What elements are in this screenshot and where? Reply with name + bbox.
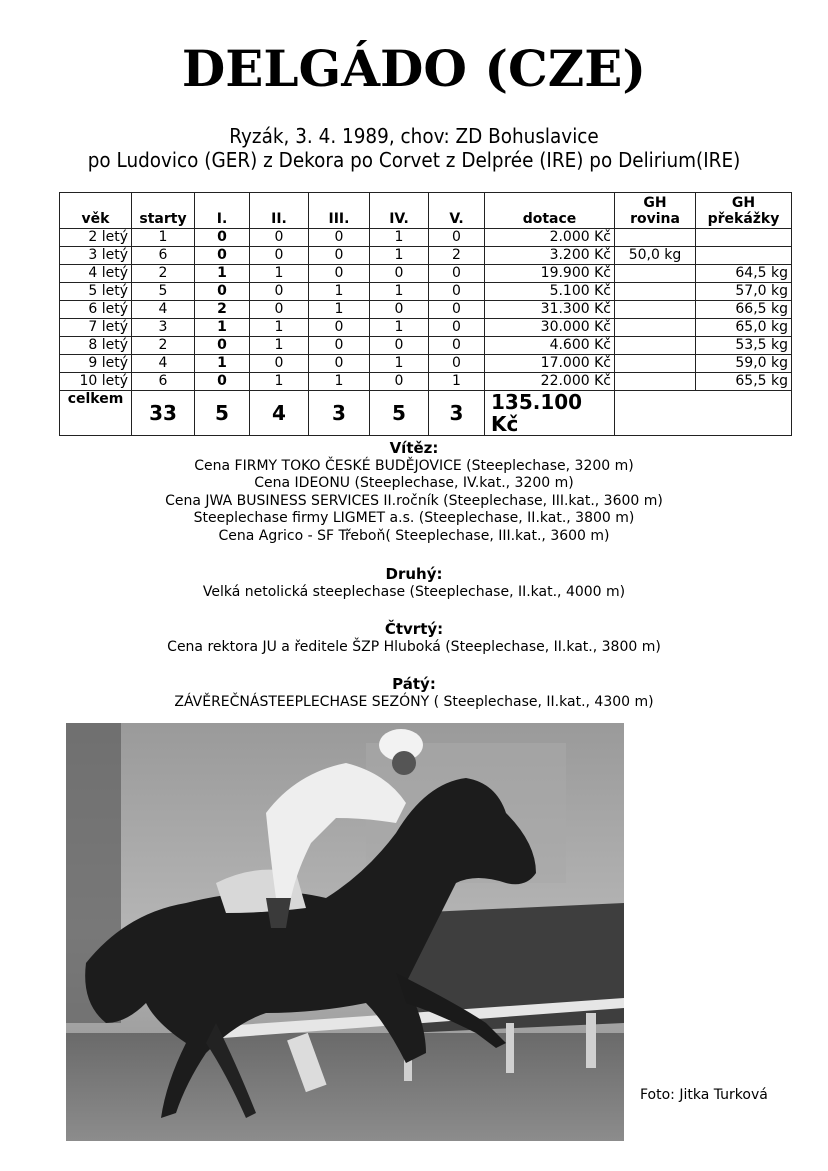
row-first: 1: [195, 265, 250, 283]
header-first: I.: [195, 193, 250, 229]
header-gh-jump-line2: překážky: [707, 211, 780, 227]
table-row: [60, 337, 792, 355]
row-second: 1: [250, 319, 309, 337]
row-fifth: 0: [429, 319, 485, 337]
fence-post: [586, 1013, 596, 1068]
table-row: [60, 301, 792, 319]
row-age: 5 letý: [60, 283, 132, 301]
row-gh-jump: 65,5 kg: [696, 373, 792, 391]
row-first: 1: [195, 355, 250, 373]
row-third: 0: [309, 355, 370, 373]
race-statistics-table: [59, 192, 792, 436]
row-prize: 5.100 Kč: [485, 283, 615, 301]
row-second: 0: [250, 355, 309, 373]
header-fourth: IV.: [370, 193, 429, 229]
row-fifth: 0: [429, 301, 485, 319]
row-first: 0: [195, 247, 250, 265]
total-prize: 135.100 Kč: [485, 391, 615, 436]
ground: [66, 1033, 624, 1141]
section-fourth-heading: Čtvrtý:: [384, 620, 444, 638]
row-starts: 6: [132, 373, 195, 391]
section-fifth-heading: Pátý:: [392, 675, 436, 693]
row-starts: 1: [132, 229, 195, 247]
row-prize: 19.900 Kč: [485, 265, 615, 283]
row-age: 3 letý: [60, 247, 132, 265]
row-third: 1: [309, 373, 370, 391]
row-prize: 17.000 Kč: [485, 355, 615, 373]
row-starts: 2: [132, 265, 195, 283]
table-row: [60, 373, 792, 391]
section-winner-heading: Vítěz:: [389, 439, 439, 457]
row-third: 0: [309, 247, 370, 265]
header-gh-flat-line2: rovina: [630, 211, 680, 227]
row-prize: 3.200 Kč: [485, 247, 615, 265]
row-third: 0: [309, 229, 370, 247]
header-second: II.: [250, 193, 309, 229]
row-age: 4 letý: [60, 265, 132, 283]
header-gh-flat-line1: GH: [643, 195, 667, 211]
header-starts: starty: [132, 193, 195, 229]
row-starts: 3: [132, 319, 195, 337]
total-fifth: 3: [429, 391, 485, 436]
race-list-item: Cena rektora JU a ředitele ŠZP Hluboká (Steeplechase, II.kat., 3800 m): [167, 638, 661, 655]
row-first: 0: [195, 373, 250, 391]
row-first: 1: [195, 319, 250, 337]
header-gh-jump-line1: GH: [731, 195, 756, 211]
row-fourth: 1: [370, 355, 429, 373]
row-prize: 4.600 Kč: [485, 337, 615, 355]
table-row: [60, 229, 792, 247]
row-gh-jump: 59,0 kg: [696, 355, 792, 373]
header-age: věk: [60, 193, 132, 229]
row-gh-jump: 66,5 kg: [696, 301, 792, 319]
row-second: 0: [250, 283, 309, 301]
header-fifth: V.: [429, 193, 485, 229]
row-second: 0: [250, 247, 309, 265]
section-fourth: [0, 621, 828, 656]
table-row: [60, 265, 792, 283]
race-list-item: Cena FIRMY TOKO ČESKÉ BUDĚJOVICE (Steeplechase, 3200 m): [194, 457, 634, 474]
table-header-row: [60, 193, 792, 229]
row-fourth: 0: [370, 337, 429, 355]
row-gh-jump: 57,0 kg: [696, 283, 792, 301]
horse-details: Ryzák, 3. 4. 1989, chov: ZD Bohuslavice: [229, 124, 599, 148]
row-gh-flat: [615, 229, 696, 247]
total-starts: 33: [132, 391, 195, 436]
row-second: 1: [250, 373, 309, 391]
row-fourth: 1: [370, 319, 429, 337]
row-gh-flat: [615, 283, 696, 301]
row-second: 0: [250, 301, 309, 319]
row-gh-jump: 53,5 kg: [696, 337, 792, 355]
row-starts: 5: [132, 283, 195, 301]
row-age: 6 letý: [60, 301, 132, 319]
total-third: 3: [309, 391, 370, 436]
row-age: 10 letý: [60, 373, 132, 391]
horse-pedigree: po Ludovico (GER) z Dekora po Corvet z Delprée (IRE) po Delirium(IRE): [87, 148, 741, 172]
row-second: 1: [250, 265, 309, 283]
total-second: 4: [250, 391, 309, 436]
table-row: [60, 319, 792, 337]
row-age: 8 letý: [60, 337, 132, 355]
race-photo-illustration: [66, 723, 624, 1141]
header-gh-jump: [696, 193, 792, 229]
row-fifth: 0: [429, 337, 485, 355]
header-gh-flat: [615, 193, 696, 229]
total-fourth: 5: [370, 391, 429, 436]
row-fourth: 0: [370, 373, 429, 391]
race-list-item: Velká netolická steeplechase (Steeplechase, II.kat., 4000 m): [202, 583, 626, 600]
section-fifth: [0, 676, 828, 711]
row-gh-jump: 64,5 kg: [696, 265, 792, 283]
row-fourth: 1: [370, 229, 429, 247]
row-fifth: 0: [429, 283, 485, 301]
row-fifth: 0: [429, 229, 485, 247]
row-prize: 30.000 Kč: [485, 319, 615, 337]
header-prize: dotace: [485, 193, 615, 229]
photo-credit: Foto: Jitka Turková: [640, 1087, 768, 1103]
section-winner: [0, 440, 828, 545]
row-starts: 2: [132, 337, 195, 355]
row-second: 1: [250, 337, 309, 355]
jockey-face: [392, 751, 416, 775]
section-second: [0, 566, 828, 601]
row-first: 0: [195, 229, 250, 247]
row-gh-flat: [615, 265, 696, 283]
row-fifth: 0: [429, 265, 485, 283]
row-prize: 2.000 Kč: [485, 229, 615, 247]
horse-name-title: DELGÁDO (CZE): [181, 39, 647, 98]
table-total-row: [60, 391, 792, 436]
header-third: III.: [309, 193, 370, 229]
row-gh-flat: [615, 319, 696, 337]
total-gh-empty: [615, 391, 792, 436]
section-second-heading: Druhý:: [385, 565, 443, 583]
row-gh-flat: 50,0 kg: [615, 247, 696, 265]
table-row: [60, 283, 792, 301]
row-gh-jump: 65,0 kg: [696, 319, 792, 337]
race-list-item: Cena Agrico - SF Třeboň( Steeplechase, III.kat., 3600 m): [218, 527, 610, 544]
race-list-item: ZÁVĚREČNÁSTEEPLECHASE SEZÓNY ( Steeplechase, II.kat., 4300 m): [174, 693, 654, 710]
row-fourth: 0: [370, 265, 429, 283]
fence-post: [506, 1023, 514, 1073]
row-first: 0: [195, 283, 250, 301]
row-age: 7 letý: [60, 319, 132, 337]
row-starts: 4: [132, 301, 195, 319]
row-third: 1: [309, 283, 370, 301]
row-fourth: 0: [370, 301, 429, 319]
row-starts: 4: [132, 355, 195, 373]
total-label: celkem: [60, 391, 132, 436]
row-third: 0: [309, 265, 370, 283]
race-list-item: Steeplechase firmy LIGMET a.s. (Steeplechase, II.kat., 3800 m): [193, 510, 635, 526]
row-gh-jump: [696, 247, 792, 265]
row-gh-flat: [615, 301, 696, 319]
row-gh-flat: [615, 337, 696, 355]
row-gh-flat: [615, 373, 696, 391]
race-photo: [66, 723, 624, 1141]
race-list-item: Cena JWA BUSINESS SERVICES II.ročník (Steeplechase, III.kat., 3600 m): [165, 492, 663, 509]
row-fifth: 0: [429, 355, 485, 373]
row-third: 1: [309, 301, 370, 319]
total-first: 5: [195, 391, 250, 436]
row-fourth: 1: [370, 247, 429, 265]
table-row: [60, 355, 792, 373]
row-gh-flat: [615, 355, 696, 373]
row-starts: 6: [132, 247, 195, 265]
row-prize: 22.000 Kč: [485, 373, 615, 391]
row-third: 0: [309, 319, 370, 337]
row-fifth: 2: [429, 247, 485, 265]
row-age: 2 letý: [60, 229, 132, 247]
row-first: 0: [195, 337, 250, 355]
race-list-item: Cena IDEONU (Steeplechase, IV.kat., 3200 m): [254, 475, 574, 491]
row-age: 9 letý: [60, 355, 132, 373]
table-row: [60, 247, 792, 265]
row-gh-jump: [696, 229, 792, 247]
row-third: 0: [309, 337, 370, 355]
row-prize: 31.300 Kč: [485, 301, 615, 319]
row-first: 2: [195, 301, 250, 319]
row-second: 0: [250, 229, 309, 247]
row-fourth: 1: [370, 283, 429, 301]
row-fifth: 1: [429, 373, 485, 391]
